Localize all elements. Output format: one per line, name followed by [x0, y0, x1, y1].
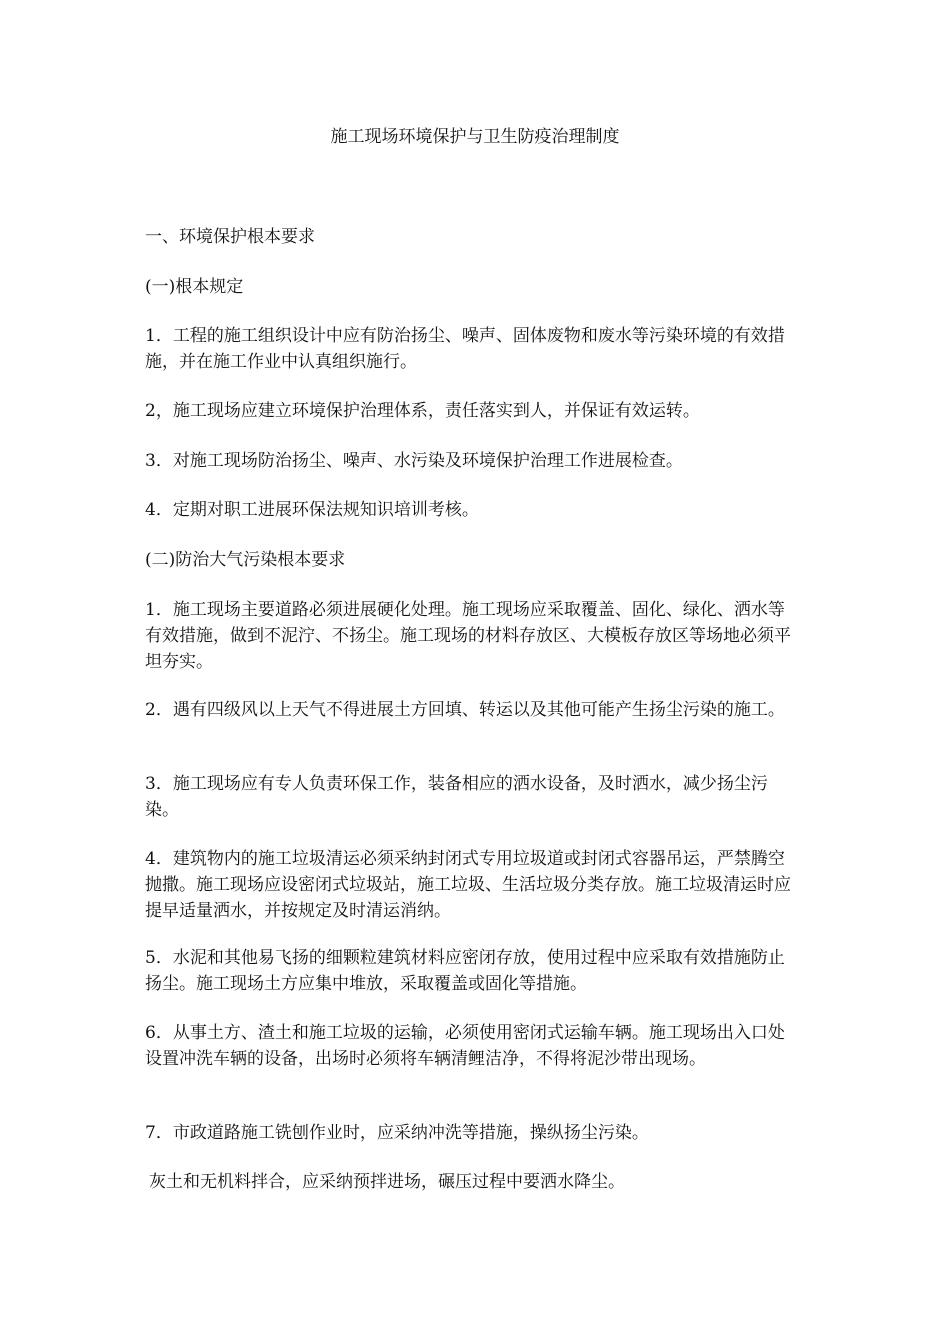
paragraph: 4．定期对职工进展环保法规知识培训考核。	[145, 500, 479, 520]
paragraph: 1．施工现场主要道路必须进展硬化处理。施工现场应采取覆盖、固化、绿化、洒水等有效措施，做到不泥泞、不扬尘。施工现场的材料存放区、大模板存放区等场地必须平坦夯实。	[145, 600, 791, 672]
paragraph: 2．遇有四级风以上天气不得进展土方回填、转运以及其他可能产生扬尘污染的施工。	[145, 700, 785, 720]
document-title: 施工现场环境保护与卫生防疫治理制度	[330, 127, 620, 147]
paragraph: 灰土和无机料拌合，应采纳预拌进场，碾压过程中要洒水降尘。	[149, 1172, 625, 1192]
subsection-heading-air-pollution: (二)防治大气污染根本要求	[145, 550, 346, 570]
paragraph: 7．市政道路施工铣刨作业时，应采纳冲洗等措施，操纵扬尘污染。	[145, 1123, 649, 1143]
paragraph: 1．工程的施工组织设计中应有防治扬尘、噪声、固体废物和废水等污染环境的有效措施，并在施工作业中认真组织施行。	[145, 326, 785, 372]
paragraph: 4．建筑物内的施工垃圾清运必须采纳封闭式专用垃圾道或封闭式容器吊运，严禁腾空抛撒。施工现场应设密闭式垃圾站，施工垃圾、生活垃圾分类存放。施工垃圾清运时应提早适量洒水，并按规定及时清运消纳。	[145, 849, 791, 921]
paragraph: 6．从事土方、渣土和施工垃圾的运输，必须使用密闭式运输车辆。施工现场出入口处设置冲洗车辆的设备，出场时必须将车辆清鲤洁净，不得将泥沙带出现场。	[145, 1023, 785, 1069]
paragraph: 2，施工现场应建立环境保护治理体系，责任落实到人，并保证有效运转。	[145, 401, 700, 421]
paragraph: 3．对施工现场防治扬尘、噪声、水污染及环境保护治理工作进展检查。	[145, 451, 683, 471]
section-heading-environmental-protection: 一、环境保护根本要求	[145, 227, 315, 247]
paragraph: 5．水泥和其他易飞扬的细颗粒建筑材料应密闭存放，使用过程中应采取有效措施防止扬尘。施工现场土方应集中堆放，采取覆盖或固化等措施。	[145, 948, 785, 994]
paragraph: 3．施工现场应有专人负责环保工作，装备相应的洒水设备，及时洒水，减少扬尘污染。	[145, 774, 768, 820]
subsection-heading-basic-rules: (一)根本规定	[145, 277, 244, 297]
